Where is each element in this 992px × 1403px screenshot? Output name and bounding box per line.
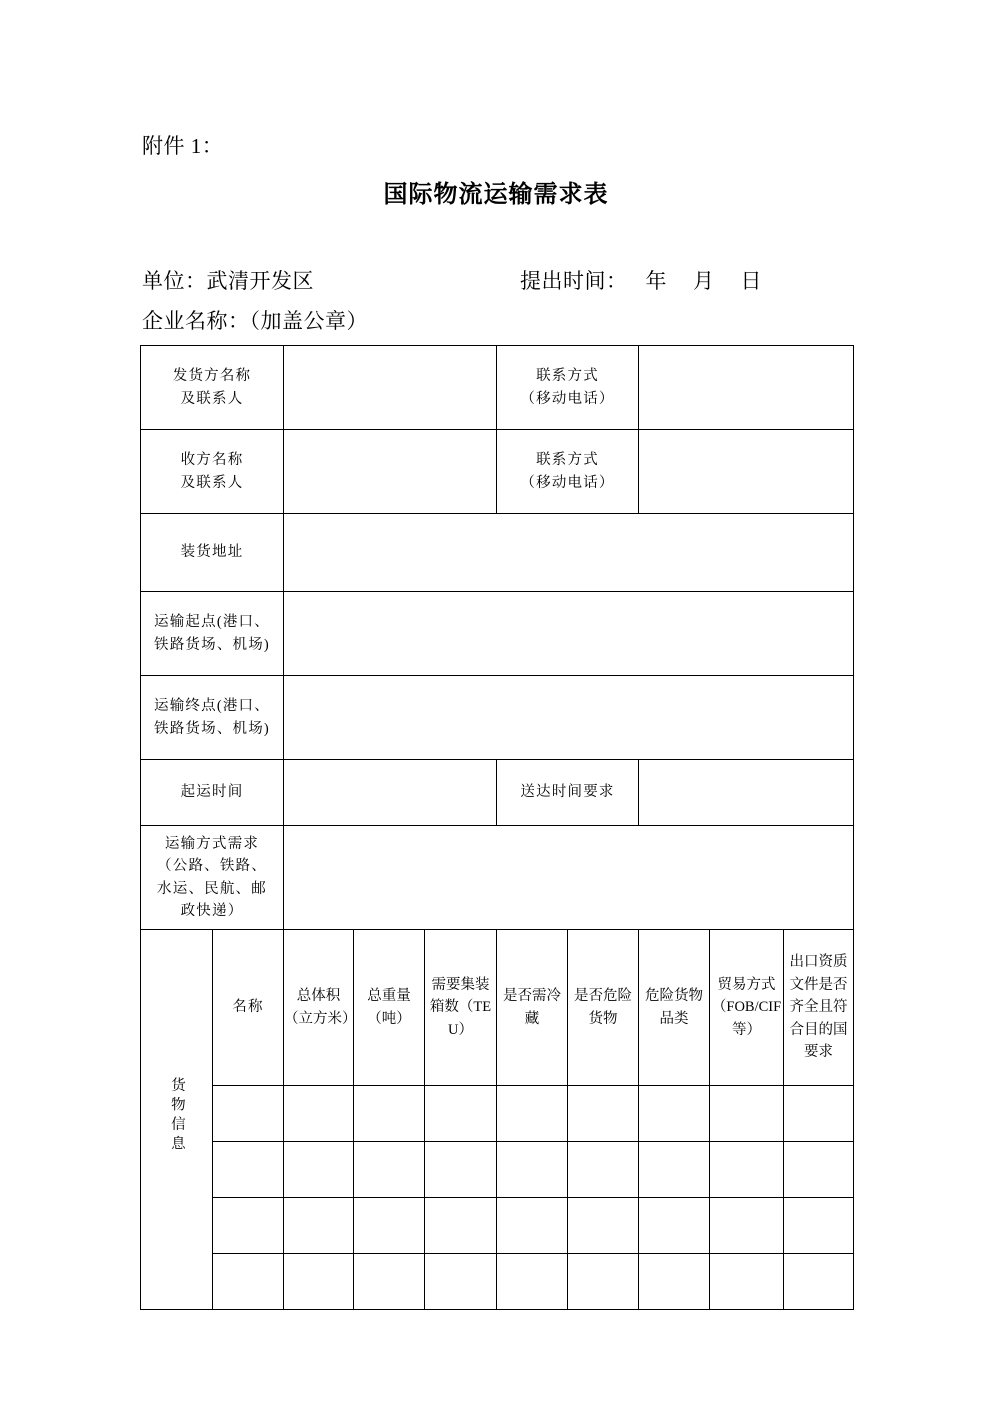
cargo-cell-volume[interactable] (284, 1254, 354, 1310)
cargo-cell-refrigerated[interactable] (497, 1142, 568, 1198)
cargo-col-header-weight: 总重量（吨） (354, 930, 425, 1086)
shipper-contact-label-line1: 联系方式 (536, 368, 599, 385)
cargo-cell-dangerous-class[interactable] (639, 1254, 710, 1310)
cargo-cell-trade-terms[interactable] (710, 1086, 784, 1142)
consignee-contact-label-line1: 联系方式 (536, 452, 599, 469)
transport-mode-value-field[interactable] (284, 826, 854, 930)
cargo-cell-name[interactable] (213, 1198, 284, 1254)
cargo-data-row (141, 1254, 854, 1310)
shipper-label (141, 346, 284, 430)
transport-origin-value-field[interactable] (284, 592, 854, 676)
cargo-cell-name[interactable] (213, 1086, 284, 1142)
cargo-cell-export-docs[interactable] (784, 1086, 854, 1142)
logistics-requirement-table (140, 345, 854, 1310)
cargo-cell-dangerous-class[interactable] (639, 1142, 710, 1198)
transport-mode-label-line1: 运输方式需求 (164, 835, 260, 852)
cargo-cell-dangerous[interactable] (568, 1254, 639, 1310)
shipper-label-line1: 发货方名称 (172, 368, 252, 385)
month-unit: 月 (693, 269, 715, 293)
transport-mode-label (141, 826, 284, 930)
table-row-loading-address (141, 514, 854, 592)
attachment-label: 附件 1： (142, 134, 224, 158)
transport-origin-label-line2: 铁路货场、机场) (154, 636, 270, 653)
cargo-cell-containers[interactable] (425, 1086, 497, 1142)
cargo-cell-weight[interactable] (354, 1254, 425, 1310)
cargo-col-header-volume: 总体积（立方米） (284, 930, 354, 1086)
cargo-cell-dangerous[interactable] (568, 1086, 639, 1142)
consignee-contact-label (497, 430, 639, 514)
cargo-info-side-label-text: 货物信息 (168, 1076, 185, 1155)
consignee-value-field[interactable] (284, 430, 497, 514)
cargo-cell-refrigerated[interactable] (497, 1254, 568, 1310)
loading-address-value-field[interactable] (284, 514, 854, 592)
departure-time-value-field[interactable] (284, 760, 497, 826)
table-row-consignee (141, 430, 854, 514)
consignee-contact-label-line2: （移动电话） (520, 474, 615, 491)
table-row-transport-origin (141, 592, 854, 676)
cargo-cell-volume[interactable] (284, 1198, 354, 1254)
cargo-col-header-containers: 需要集装箱数（TEU） (425, 930, 497, 1086)
cargo-cell-export-docs[interactable] (784, 1254, 854, 1310)
transport-destination-value-field[interactable] (284, 676, 854, 760)
delivery-time-label: 送达时间要求 (497, 760, 639, 826)
unit-line (142, 265, 314, 295)
year-unit: 年 (645, 269, 667, 293)
transport-mode-label-line4: 政快递） (180, 902, 244, 919)
loading-address-label: 装货地址 (141, 514, 284, 592)
cargo-col-header-refrigerated: 是否需冷藏 (497, 930, 568, 1086)
cargo-cell-trade-terms[interactable] (710, 1254, 784, 1310)
cargo-cell-name[interactable] (213, 1254, 284, 1310)
cargo-col-header-dangerous-class: 危险货物品类 (639, 930, 710, 1086)
consignee-label-line2: 及联系人 (180, 474, 244, 491)
shipper-contact-label-line2: （移动电话） (520, 390, 615, 407)
cargo-cell-weight[interactable] (354, 1086, 425, 1142)
cargo-cell-dangerous-class[interactable] (639, 1198, 710, 1254)
cargo-cell-containers[interactable] (425, 1198, 497, 1254)
cargo-cell-containers[interactable] (425, 1142, 497, 1198)
cargo-cell-weight[interactable] (354, 1198, 425, 1254)
transport-mode-label-line3: 水运、民航、邮 (157, 880, 267, 897)
table-row-departure-time (141, 760, 854, 826)
shipper-label-line2: 及联系人 (180, 390, 244, 407)
shipper-contact-label (497, 346, 639, 430)
table-row-transport-destination (141, 676, 854, 760)
cargo-cell-volume[interactable] (284, 1086, 354, 1142)
cargo-cell-dangerous[interactable] (568, 1198, 639, 1254)
unit-label: 单位： (142, 269, 207, 293)
cargo-cell-refrigerated[interactable] (497, 1086, 568, 1142)
submit-time-label: 提出时间： (520, 269, 628, 293)
cargo-col-header-name: 名称 (213, 930, 284, 1086)
cargo-col-header-export-docs: 出口资质文件是否齐全且符合目的国要求 (784, 930, 854, 1086)
cargo-cell-name[interactable] (213, 1142, 284, 1198)
cargo-cell-dangerous[interactable] (568, 1142, 639, 1198)
consignee-contact-value-field[interactable] (639, 430, 854, 514)
cargo-header-row (141, 930, 854, 1086)
cargo-col-header-dangerous: 是否危险货物 (568, 930, 639, 1086)
cargo-data-row (141, 1198, 854, 1254)
page-title: 国际物流运输需求表 (383, 180, 609, 208)
transport-destination-label-line2: 铁路货场、机场) (154, 720, 270, 737)
consignee-label (141, 430, 284, 514)
cargo-cell-trade-terms[interactable] (710, 1142, 784, 1198)
transport-mode-label-line2: （公路、铁路、 (157, 858, 267, 875)
company-name-line: 企业名称：（加盖公章） (142, 309, 368, 333)
cargo-data-row (141, 1086, 854, 1142)
transport-origin-label-line1: 运输起点(港口、 (154, 614, 270, 631)
cargo-cell-weight[interactable] (354, 1142, 425, 1198)
cargo-info-side-label (141, 930, 213, 1310)
cargo-cell-dangerous-class[interactable] (639, 1086, 710, 1142)
transport-destination-label (141, 676, 284, 760)
cargo-cell-export-docs[interactable] (784, 1142, 854, 1198)
cargo-cell-export-docs[interactable] (784, 1198, 854, 1254)
cargo-cell-containers[interactable] (425, 1254, 497, 1310)
departure-time-label: 起运时间 (141, 760, 284, 826)
consignee-label-line1: 收方名称 (180, 452, 244, 469)
day-unit: 日 (740, 269, 762, 293)
shipper-value-field[interactable] (284, 346, 497, 430)
cargo-data-row (141, 1142, 854, 1198)
table-row-shipper (141, 346, 854, 430)
transport-destination-label-line1: 运输终点(港口、 (154, 698, 270, 715)
shipper-contact-value-field[interactable] (639, 346, 854, 430)
unit-value: 武清开发区 (206, 269, 314, 293)
transport-origin-label (141, 592, 284, 676)
cargo-cell-trade-terms[interactable] (710, 1198, 784, 1254)
cargo-col-header-trade-terms: 贸易方式（FOB/CIF等） (710, 930, 784, 1086)
delivery-time-value-field[interactable] (639, 760, 854, 826)
submit-time-line (520, 265, 788, 295)
cargo-cell-refrigerated[interactable] (497, 1198, 568, 1254)
table-row-transport-mode (141, 826, 854, 930)
cargo-cell-volume[interactable] (284, 1142, 354, 1198)
